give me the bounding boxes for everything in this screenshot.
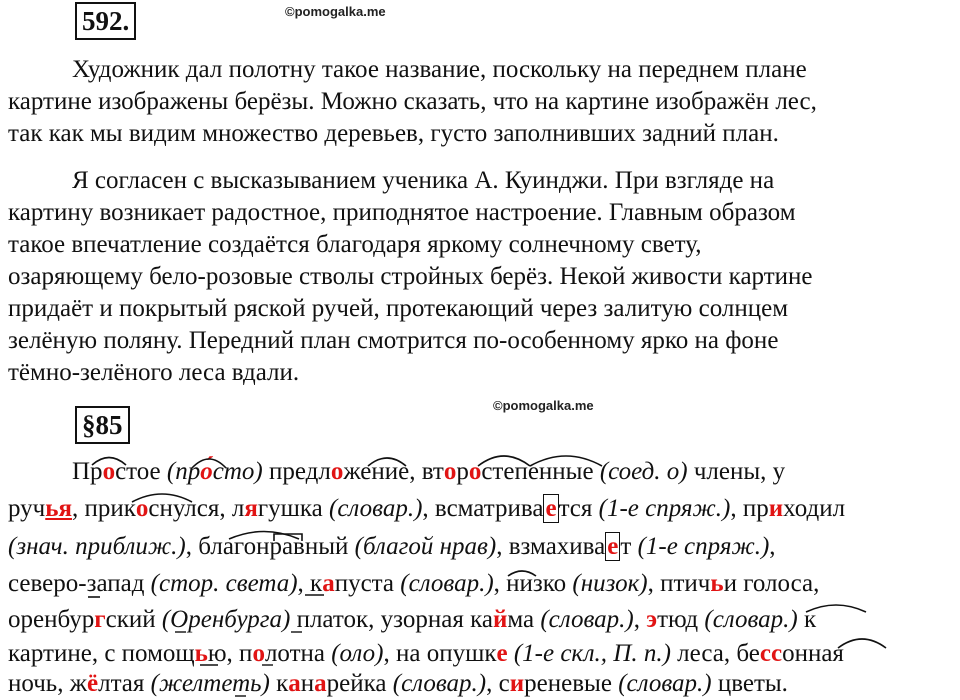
text: рейка: [326, 670, 393, 697]
text: , на опушк: [383, 640, 497, 667]
highlight-letter: о́: [200, 458, 213, 485]
text: цветы.: [711, 670, 788, 697]
paragraph1-line2: картине изображены берёзы. Можно сказать, что на картине изображён лес,: [8, 88, 817, 115]
note: (соед. о): [599, 458, 688, 485]
highlight-letter: о: [135, 495, 149, 522]
text: ю, п: [207, 640, 253, 667]
root-arc: [838, 639, 886, 648]
highlight-letter: о: [252, 640, 265, 667]
highlight-letter: я: [58, 495, 73, 522]
paragraph1-line1: Художник дал полотну такое название, поскольку на переднем плане: [72, 56, 807, 83]
text: жение, вт: [343, 458, 444, 485]
highlight-letter: о: [443, 458, 457, 485]
exercise-line7: [8, 668, 788, 700]
boxed-ending: е: [607, 533, 619, 560]
highlight-letter: ё: [86, 670, 99, 697]
text: ский: [105, 606, 162, 633]
text: члены, у: [687, 458, 786, 485]
text: лтая: [98, 670, 151, 697]
text: , птич: [647, 570, 711, 597]
paragraph1-line3: так как мы видим множество деревьев, густо заполнивших задний план.: [8, 120, 779, 147]
text: , взмахива: [496, 533, 606, 560]
note: (пр: [166, 458, 201, 485]
exercise-line4: [8, 568, 819, 600]
highlight-letter: о: [468, 458, 482, 485]
highlight-letter: ь: [710, 570, 724, 597]
text: к: [797, 606, 817, 633]
boxed-ending: е: [545, 495, 557, 522]
note: (желтеть): [150, 670, 270, 697]
text: ,: [633, 606, 647, 633]
text: , низко: [493, 570, 573, 597]
watermark-mid: ©pomogalka.me: [493, 398, 594, 413]
highlight-letter: я: [244, 495, 258, 522]
note: (Оренбурга): [161, 606, 291, 633]
text: пуста: [334, 570, 401, 597]
note: (1-е спряж.): [598, 495, 731, 522]
note: (словар.): [704, 606, 798, 633]
text: , прик: [72, 495, 136, 522]
paragraph2-line1: Я согласен с высказыванием ученика А. Куинджи. При взгляде на: [72, 167, 775, 194]
note: (знач. приближ.): [8, 533, 186, 560]
text: платок, узорная ка: [290, 606, 493, 633]
note: (словар.): [618, 670, 712, 697]
text: леса, бе: [670, 640, 760, 667]
text: тюд: [657, 606, 705, 633]
note: (оло): [331, 640, 384, 667]
text: к: [269, 670, 289, 697]
note: (благой нрав): [354, 533, 497, 560]
text: , к: [297, 570, 323, 597]
note: (1-е скл., П. п.): [513, 640, 671, 667]
text: северо-запад: [8, 570, 151, 597]
exercise-line6: [8, 638, 844, 670]
text: т: [620, 533, 638, 560]
text: , с: [486, 670, 510, 697]
text: и голоса,: [723, 570, 820, 597]
text: ,: [769, 533, 776, 560]
text: лотна: [264, 640, 332, 667]
text: ма: [507, 606, 541, 633]
text: р: [456, 458, 469, 485]
text: снулся, л: [148, 495, 245, 522]
text: н: [300, 670, 315, 697]
highlight-letter: а: [322, 570, 335, 597]
highlight-letter: г: [94, 606, 106, 633]
note: (стор. света): [150, 570, 298, 597]
text: , всматрива: [422, 495, 544, 522]
note: (словар.): [540, 606, 634, 633]
text: оренбур: [8, 606, 95, 633]
paragraph2-line7: тёмно-зелёного леса вдали.: [8, 359, 300, 386]
paragraph2-line5: придаёт и покрытый ряской ручей, протекающий через залитую солнцем: [8, 295, 789, 322]
highlight-letter: й: [492, 606, 508, 633]
text: руч: [8, 495, 46, 522]
note: (низок): [572, 570, 648, 597]
text: стое: [115, 458, 167, 485]
highlight-letter: э: [646, 606, 658, 633]
exercise-line2: [8, 493, 845, 525]
section-number: §85: [75, 406, 130, 444]
highlight-letter: ь: [194, 640, 208, 667]
highlight-letter: о: [330, 458, 344, 485]
highlight-letter: ь: [45, 495, 59, 522]
text: ходил: [783, 495, 846, 522]
highlight-letter: и: [509, 670, 525, 697]
highlight-letter: а: [314, 670, 327, 697]
note: (словар.): [392, 670, 487, 697]
text: тся: [558, 495, 599, 522]
note: (словар.): [400, 570, 494, 597]
exercise-line1: [72, 456, 785, 488]
text: картине, с помощ: [8, 640, 195, 667]
exercise-number: 592.: [75, 2, 136, 40]
text: онная: [782, 640, 844, 667]
text: гушка: [257, 495, 330, 522]
text: , пр: [730, 495, 769, 522]
text: ночь, ж: [8, 670, 87, 697]
paragraph2-line2: картину возникает радостное, приподнятое настроение. Главным образом: [8, 199, 796, 226]
highlight-letter: а: [288, 670, 301, 697]
watermark-top: ©pomogalka.me: [285, 4, 386, 19]
text: степенные: [481, 458, 600, 485]
text: реневые: [524, 670, 619, 697]
note: сто): [212, 458, 263, 485]
exercise-line3: [8, 531, 776, 563]
text: Пр: [72, 458, 103, 485]
note: (1-е спряж.): [637, 533, 770, 560]
highlight-letter: и: [768, 495, 784, 522]
paragraph2-line4: озаряющему бело-розовые стволы стройных берёз. Некой живости картине: [8, 263, 813, 290]
note: (словар.): [329, 495, 423, 522]
highlight-letter: сс: [759, 640, 783, 667]
highlight-letter: о: [102, 458, 116, 485]
paragraph2-line6: зелёную поляну. Передний план смотрится по-особенному ярко на фоне: [8, 327, 779, 354]
paragraph2-line3: такое впечатление создаётся благодаря яркому солнечному свету,: [8, 231, 702, 258]
text: предл: [262, 458, 331, 485]
exercise-line5: [8, 604, 816, 636]
text: , благонравный: [185, 533, 355, 560]
highlight-letter: е: [496, 640, 508, 667]
